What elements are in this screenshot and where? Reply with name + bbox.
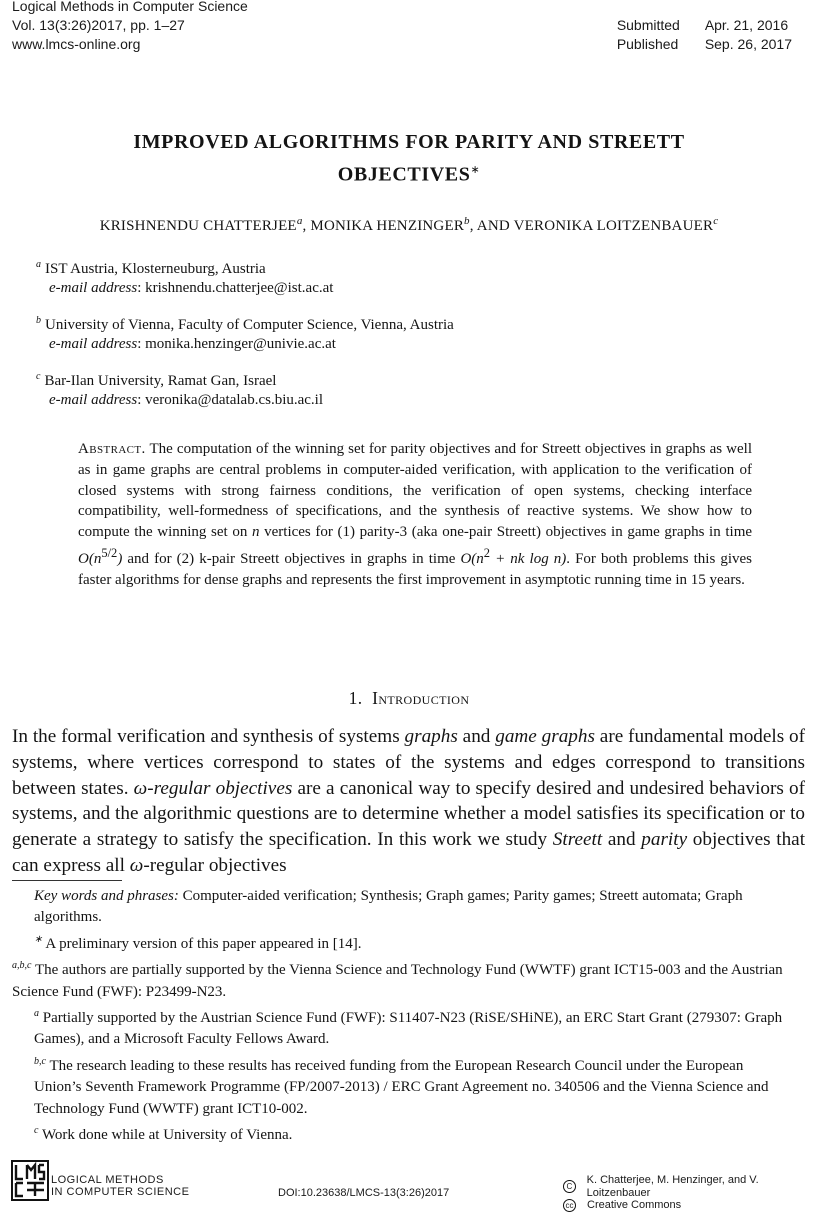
creative-commons-icon: cc (563, 1199, 576, 1212)
affiliation-email[interactable]: monika.henzinger@univie.ac.at (145, 336, 336, 352)
section-heading (0, 688, 818, 709)
footnote-rule (12, 880, 122, 881)
title-footnote-mark[interactable]: ∗ (470, 164, 481, 176)
author-list (0, 215, 818, 235)
dates-block (617, 16, 792, 54)
math-var: n (251, 524, 260, 541)
math-expression: + nk log n) (490, 550, 567, 567)
body-text: objectives that can express all (12, 829, 806, 876)
abstract-text: and for (2) k-pair Streett objectives in graphs in time (127, 550, 456, 567)
doi[interactable]: DOI:10.23638/LMCS-13(3:26)2017 (278, 1187, 450, 1199)
footnote-text: A preliminary version of this paper appeared in [14]. (45, 935, 362, 952)
body-text: and (462, 726, 491, 747)
affiliation-a: $^a$ IST Austria, Klosterneuburg, Austria e-mail address: krishnendu.chatterjee@ist.ac.at (36, 259, 334, 296)
affiliation-b: $^b$ University of Vienna, Faculty of Computer Science, Vienna, Austria e-mail address: monika.henzinger@univie.ac.at (36, 315, 454, 352)
lmcs-logo-icon (11, 1160, 49, 1201)
footnote-mark: a,b,c (12, 960, 32, 972)
journal-volume: Vol. 13(3:26)2017, pp. 1–27 (12, 17, 185, 33)
footnote-a (12, 1003, 792, 1051)
submitted-label: Submitted (616, 17, 680, 33)
abstract (78, 439, 752, 591)
abstract-text: . For both problems this gives faster algorithms for dense graphs and represents the first improvement in asymptotic running time in 15 years. (78, 550, 753, 588)
author-name: KRISHNENDU CHATTERJEE (99, 218, 297, 234)
footnote-c (12, 1120, 792, 1146)
math-expression: O(n (78, 550, 102, 567)
author-name: MONIKA HENZINGER (310, 218, 465, 234)
body-text: are a canonical way to specify desired and undesired behaviors of systems, and the algorithmic questions are to determine whether a model satisfies its specification or to generate a strategy to satisfy the specification. In this work we study (12, 777, 806, 851)
title-line-2: OBJECTIVES (337, 163, 471, 186)
page-footer (0, 1159, 818, 1212)
math-exponent: 5/2 (101, 545, 118, 560)
math-expression: ) (117, 550, 123, 567)
license-block (563, 1174, 818, 1212)
author-separator: , (302, 218, 311, 234)
email-label: e-mail address (49, 336, 138, 352)
footnote-text: Work done while at University of Vienna. (41, 1127, 293, 1144)
footnote-text: The research leading to these results has received funding from the European Research Council under the European Union’s Seventh Framework Programme (FP/2007-2013) / ERC Grant Agreement no. 340506 and the Vienna Science and Technology Fund (WWTF) grant ICT10-002. (34, 1057, 769, 1117)
affiliation-mark: c (36, 371, 41, 382)
footnote-bc (12, 1051, 792, 1120)
footnote-text: Partially supported by the Austrian Science Fund (FWF): S11407-N23 (RiSE/SHiNE), an ERC Start Grant (279307: Graph Games), and a Microsoft Faculty Fellows Award. (34, 1010, 783, 1048)
footnote-abc (12, 955, 792, 1003)
emphasis: Streett (552, 829, 603, 851)
emphasis: parity (641, 829, 688, 851)
email-label: e-mail address (49, 392, 138, 408)
math-expression: O(n (460, 550, 484, 567)
journal-website[interactable]: www.lmcs-online.org (12, 36, 141, 52)
abstract-text: vertices for (1) parity-3 (aka one-pair Streett) objectives in game graphs in time (264, 524, 753, 541)
abstract-label: Abstract. (78, 441, 146, 457)
abstract-text: The computation of the winning set for parity objectives and for Streett objectives in graphs as well as in game graphs are central problems in computer-aided verification, with application to the verification of closed systems with strong fairness conditions, the verification of open systems, checking interface compatibility, well-formedness of specifications, and the synthesis of reactive systems. We show how to compute the winning set on (78, 441, 753, 541)
title-line-1: IMPROVED ALGORITHMS FOR PARITY AND STREETT (133, 131, 685, 153)
body-text: In the formal verification and synthesis of systems (12, 726, 400, 747)
affiliation-email[interactable]: veronika@datalab.cs.biu.ac.il (145, 392, 324, 408)
journal-name: Logical Methods in Computer Science (12, 0, 248, 14)
author-mark: a (296, 215, 303, 227)
footnotes (12, 886, 792, 1146)
lmcs-logo-text (51, 1174, 189, 1198)
footnote-mark: ∗ (34, 933, 43, 945)
body-text: and (607, 829, 636, 851)
emphasis: ω (129, 854, 144, 876)
affiliation-c: $^c$ Bar-Ilan University, Ramat Gan, Israel e-mail address: veronika@datalab.cs.biu.ac.il (36, 371, 324, 408)
author-mark: c (713, 215, 719, 227)
paper-title (0, 128, 818, 189)
math-exponent: 2 (483, 545, 491, 560)
affiliation-mark: b (36, 315, 41, 326)
section-number: 1. (348, 688, 363, 708)
footnote-mark: b,c (34, 1055, 46, 1067)
emphasis: graphs (404, 726, 458, 747)
footnote-text: The authors are partially supported by the Vienna Science and Technology Fund (WWTF) grant ICT15-003 and the Austrian Science Fund (FWF): P23499-N23. (12, 962, 783, 1000)
body-text: are fundamental models of systems, where vertices correspond to states of the systems and edges correspond to transitions between states. (12, 726, 806, 799)
published-date: Sep. 26, 2017 (704, 36, 792, 52)
affiliation-mark: a (36, 259, 41, 270)
published-label: Published (616, 36, 679, 52)
footnote-star (12, 929, 792, 955)
author-mark: b (464, 215, 470, 227)
affiliation-institution: Bar-Ilan University, Ramat Gan, Israel (44, 373, 277, 389)
keywords-text: Computer-aided verification; Synthesis; Graph games; Parity games; Streett automata; Graph algorithms. (34, 888, 743, 926)
author-separator: , AND (469, 218, 514, 234)
logo-line: IN COMPUTER SCIENCE (51, 1186, 190, 1198)
license-text[interactable]: Creative Commons (587, 1199, 682, 1212)
footnote-keywords (12, 886, 792, 929)
affiliation-email[interactable]: krishnendu.chatterjee@ist.ac.at (145, 280, 334, 296)
submitted-date: Apr. 21, 2016 (704, 17, 789, 33)
emphasis: ω-regular objectives (133, 777, 293, 799)
footnote-mark: c (34, 1125, 39, 1137)
copyright-icon: C (563, 1180, 576, 1193)
author-name: VERONIKA LOITZENBAUER (513, 218, 714, 234)
affiliation-institution: University of Vienna, Faculty of Computer Science, Vienna, Austria (45, 317, 454, 333)
logo-line: LOGICAL METHODS (51, 1174, 164, 1186)
section-title: Introduction (372, 688, 470, 708)
emphasis: game graphs (495, 726, 595, 747)
journal-header (12, 0, 248, 54)
affiliation-institution: IST Austria, Klosterneuburg, Austria (45, 261, 266, 277)
copyright-text: K. Chatterjee, M. Henzinger, and V. Loitzenbauer (586, 1174, 759, 1199)
intro-paragraph (12, 724, 805, 879)
keywords-label: Key words and phrases: (34, 888, 179, 904)
email-label: e-mail address (49, 280, 138, 296)
footnote-mark: a (34, 1008, 39, 1020)
body-text: -regular objectives (143, 854, 287, 876)
